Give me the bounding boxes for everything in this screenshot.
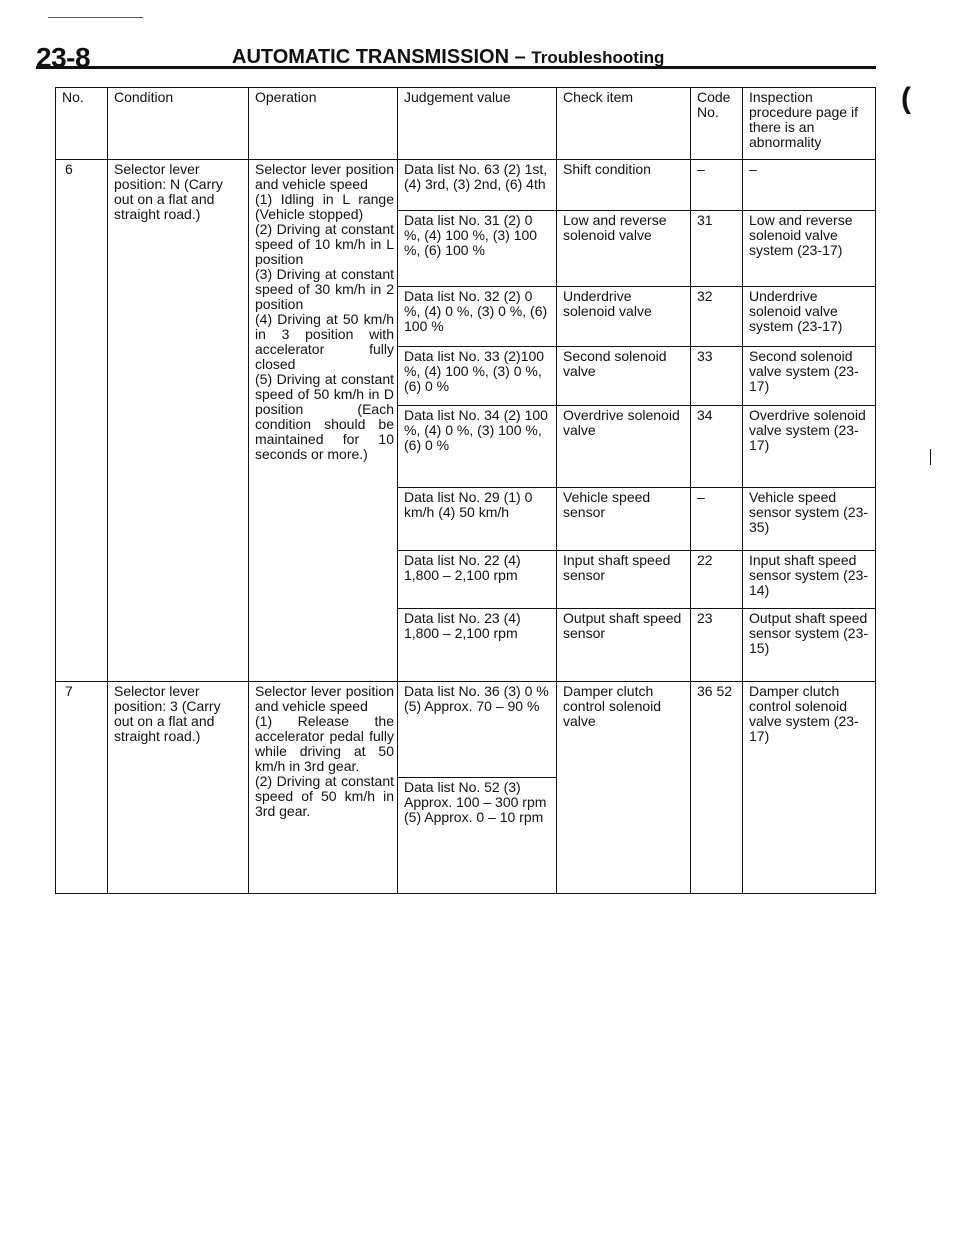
- inspection-cell: Output shaft speed sensor system (23-15): [743, 609, 876, 682]
- judgement-cell: Data list No. 63 (2) 1st, (4) 3rd, (3) 2nd, (6) 4th: [398, 160, 557, 211]
- check-item-cell: Damper clutch control solenoid valve: [557, 682, 691, 894]
- code-cell: 22: [691, 551, 743, 609]
- row6-op-intro: Selector lever position and vehicle speed: [255, 161, 394, 192]
- title-dash: –: [514, 46, 526, 68]
- col-condition: Condition: [108, 88, 249, 160]
- row6-op-step1: (1) Idling in L range (Vehicle stopped): [255, 191, 394, 222]
- judgement-cell: Data list No. 23 (4) 1,800 – 2,100 rpm: [398, 609, 557, 682]
- code-cell: 34: [691, 406, 743, 488]
- troubleshooting-table: [55, 87, 876, 894]
- inspection-cell: –: [743, 160, 876, 211]
- code-cell: 23: [691, 609, 743, 682]
- code-cell: –: [691, 160, 743, 211]
- row6-op-step5: (5) Driving at constant speed of 50 km/h in D position (Each condition should be maintained for 10 seconds or more.): [255, 371, 394, 462]
- col-inspection: Inspection procedure page if there is an abnormality: [743, 88, 876, 160]
- judgement-cell: Data list No. 33 (2)100 %, (4) 100 %, (3) 0 %, (6) 0 %: [398, 347, 557, 406]
- judgement-cell: Data list No. 22 (4) 1,800 – 2,100 rpm: [398, 551, 557, 609]
- header-rule: [36, 66, 876, 69]
- page-number: 23-8: [36, 42, 91, 73]
- row7-operation: [249, 682, 398, 894]
- title-sub: Troubleshooting: [531, 48, 665, 67]
- row6-condition: Selector lever position: N (Carry out on a flat and straight road.): [108, 160, 249, 682]
- judgement-cell: Data list No. 29 (1) 0 km/h (4) 50 km/h: [398, 488, 557, 551]
- code-cell: 32: [691, 287, 743, 347]
- check-item-cell: Vehicle speed sensor: [557, 488, 691, 551]
- judgement-cell: Data list No. 31 (2) 0 %, (4) 100 %, (3) 100 %, (6) 100 %: [398, 211, 557, 287]
- inspection-cell: Low and reverse solenoid valve system (23-17): [743, 211, 876, 287]
- inspection-cell: Overdrive solenoid valve system (23-17): [743, 406, 876, 488]
- row6-op-step4: (4) Driving at 50 km/h in 3 position with accelerator fully closed: [255, 311, 394, 372]
- check-item-cell: Overdrive solenoid valve: [557, 406, 691, 488]
- code-cell: 33: [691, 347, 743, 406]
- inspection-cell: Underdrive solenoid valve system (23-17): [743, 287, 876, 347]
- check-item-cell: Input shaft speed sensor: [557, 551, 691, 609]
- code-cell: 31: [691, 211, 743, 287]
- check-item-cell: Shift condition: [557, 160, 691, 211]
- judgement-cell: Data list No. 34 (2) 100 %, (4) 0 %, (3) 100 %, (6) 0 %: [398, 406, 557, 488]
- inspection-cell: Damper clutch control solenoid valve system (23-17): [743, 682, 876, 894]
- row6-no: 6: [56, 160, 108, 682]
- judgement-cell: Data list No. 32 (2) 0 %, (4) 0 %, (3) 0 %, (6) 100 %: [398, 287, 557, 347]
- col-judgement: Judgement value: [398, 88, 557, 160]
- code-cell: 36 52: [691, 682, 743, 894]
- margin-tick: [930, 449, 931, 465]
- col-operation: Operation: [249, 88, 398, 160]
- row6-op-step2: (2) Driving at constant speed of 10 km/h in L position: [255, 221, 394, 267]
- title-main: AUTOMATIC TRANSMISSION: [232, 46, 510, 68]
- check-item-cell: Underdrive solenoid valve: [557, 287, 691, 347]
- row6-op-step3: (3) Driving at constant speed of 30 km/h in 2 position: [255, 266, 394, 312]
- judgement-cell: Data list No. 52 (3) Approx. 100 – 300 rpm (5) Approx. 0 – 10 rpm: [398, 778, 557, 894]
- row7-op-intro: Selector lever position and vehicle speed: [255, 683, 394, 714]
- row7-condition: Selector lever position: 3 (Carry out on a flat and straight road.): [108, 682, 249, 894]
- row6-operation: [249, 160, 398, 682]
- col-no: No.: [56, 88, 108, 160]
- code-cell: –: [691, 488, 743, 551]
- inspection-cell: Vehicle speed sensor system (23-35): [743, 488, 876, 551]
- margin-mark: (: [901, 82, 911, 115]
- check-item-cell: Second solenoid valve: [557, 347, 691, 406]
- judgement-cell: Data list No. 36 (3) 0 % (5) Approx. 70 – 90 %: [398, 682, 557, 778]
- table-row: [56, 682, 876, 778]
- row7-op-step2: (2) Driving at constant speed of 50 km/h in 3rd gear.: [255, 773, 394, 819]
- inspection-cell: Second solenoid valve system (23-17): [743, 347, 876, 406]
- table-header-row: [56, 88, 876, 160]
- check-item-cell: Output shaft speed sensor: [557, 609, 691, 682]
- table-row: [56, 160, 876, 211]
- row7-op-step1: (1) Release the accelerator pedal fully while driving at 50 km/h in 3rd gear.: [255, 713, 394, 774]
- top-rule: [48, 17, 143, 18]
- row7-no: 7: [56, 682, 108, 894]
- col-code: Code No.: [691, 88, 743, 160]
- check-item-cell: Low and reverse solenoid valve: [557, 211, 691, 287]
- col-check-item: Check item: [557, 88, 691, 160]
- inspection-cell: Input shaft speed sensor system (23-14): [743, 551, 876, 609]
